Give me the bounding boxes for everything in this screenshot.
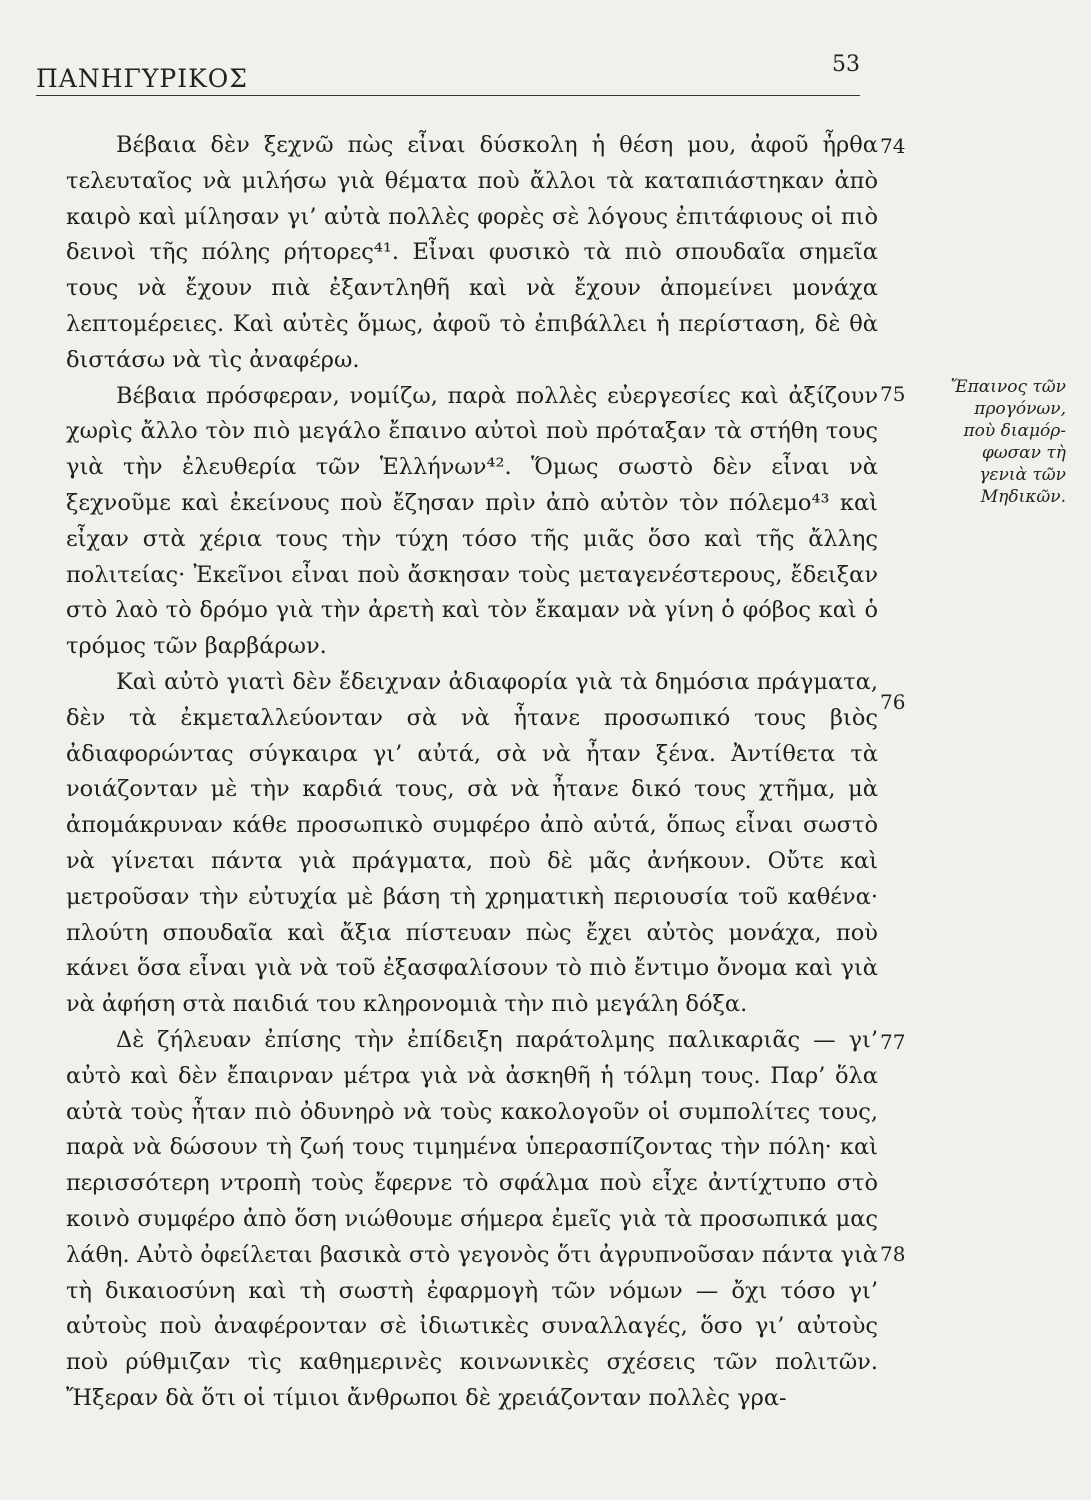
paragraph: Βέβαια πρόσφεραν, νομίζω, παρὰ πολλὲς εὐεργεσίες καὶ ἀξίζουν χωρὶς ἄλλο τὸν πιὸ μεγάλο ἔπαινο αὐτοὶ ποὺ πρόταξαν τὰ στήθη τους γιὰ τὴν ἐλευθερία τῶν Ἑλλήνων⁴². Ὅμως σωστὸ δὲν εἶναι νὰ ξεχνοῦμε καὶ ἐκείνους ποὺ ἔζησαν πρὶν ἀπὸ αὐτὸν τὸν πόλεμο⁴³ καὶ εἶχαν στὰ χέρια τους τὴν τύχη τόσο τῆς μιᾶς ὅσο καὶ τῆς ἄλλης πολιτείας· Ἐκεῖνοι εἶναι ποὺ ἄσκησαν τοὺς μεταγενέστερους, ἔδειξαν στὸ λαὸ τὸ δρόμο γιὰ τὴν ἀρετὴ καὶ τὸν ἔκαμαν νὰ γίνη ὁ φόβος καὶ ὁ τρόμος τῶν βαρβάρων. bbox=[66, 382, 878, 660]
marginal-note-line: φωσαν τὴ bbox=[981, 443, 1066, 463]
page-number: 53 bbox=[832, 52, 860, 77]
section-number: 77 bbox=[880, 1030, 906, 1054]
marginal-note-line: ποὺ διαμόρ- bbox=[963, 421, 1066, 441]
paragraph: Βέβαια δὲν ξεχνῶ πὼς εἶναι δύσκολη ἡ θέση μου, ἀφοῦ ἦρθα τελευταῖος νὰ μιλήσω γιὰ θέματα ποὺ ἄλλοι τὰ καταπιάστηκαν ἀπὸ καιρὸ καὶ μίλησαν γι’ αὐτὰ πολλὲς φορὲς σὲ λόγους ἐπιτάφιους οἱ πιὸ δεινοὶ τῆς πόλης ρήτορες⁴¹. Εἶναι φυσικὸ τὰ πιὸ σπουδαῖα σημεῖα τους νὰ ἔχουν πιὰ ἐξαντληθῆ καὶ νὰ ἔχουν ἀπομείνει μονάχα λεπτομέρειες. Καὶ αὐτὲς ὅμως, ἀφοῦ τὸ ἐπιβάλλει ἡ περίσταση, δὲ θὰ διστάσω νὰ τὶς ἀναφέρω. bbox=[66, 132, 878, 373]
running-title: ΠΑΝΗΓΥΡΙΚΟΣ bbox=[36, 64, 248, 93]
marginal-note-line: γενιὰ τῶν bbox=[979, 465, 1066, 485]
paragraph: Καὶ αὐτὸ γιατὶ δὲν ἔδειχναν ἀδιαφορία γιὰ τὰ δημόσια πράγματα, δὲν τὰ ἐκμεταλλεύονταν σὰ νὰ ἦτανε προσωπικό τους βιὸς ἀδιαφορώντας σύγκαιρα γι’ αὐτά, σὰ νὰ ἦταν ξένα. Ἀντίθετα τὰ νοιάζονταν μὲ τὴν καρδιά τους, σὰ νὰ ἦτανε δικό τους χτῆμα, μὰ ἀπομάκρυναν κάθε προσωπικὸ συμφέρο ἀπὸ αὐτά, ὅπως εἶναι σωστὸ νὰ γίνεται πάντα γιὰ πράγματα, ποὺ δὲ μᾶς ἀνήκουν. Οὔτε καὶ μετροῦσαν τὴν εὐτυχία μὲ βάση τὴ χρηματικὴ περιουσία τοῦ καθένα· πλούτη σπουδαῖα καὶ ἄξια πίστευαν πὼς ἔχει αὐτὸς μονάχα, ποὺ κάνει ὅσα εἶναι γιὰ νὰ τοῦ ἐξασφαλίσουν τὸ πιὸ ἔντιμο ὄνομα καὶ γιὰ νὰ ἀφήση στὰ παιδιά του κληρονομιὰ τὴν πιὸ μεγάλη δόξα. bbox=[66, 668, 878, 1018]
marginal-note-line: Μηδικῶν. bbox=[980, 487, 1066, 507]
section-number: 75 bbox=[880, 382, 906, 406]
section-number: 78 bbox=[880, 1242, 906, 1266]
marginal-note-line: Ἔπαινος τῶν bbox=[950, 377, 1066, 397]
marginal-note bbox=[926, 376, 1066, 508]
marginal-note-line: προγόνων, bbox=[974, 399, 1066, 419]
paragraph: Δὲ ζήλευαν ἐπίσης τὴν ἐπίδειξη παράτολμης παλικαριᾶς — γι’ αὐτὸ καὶ δὲν ἔπαιρναν μέτρα γιὰ νὰ ἀσκηθῆ ἡ τόλμη τους. Παρ’ ὅλα αὐτὰ τοὺς ἦταν πιὸ ὀδυνηρὸ νὰ τοὺς κακολογοῦν οἱ συμπολίτες τους, παρὰ νὰ δώσουν τὴ ζωή τους τιμημένα ὑπερασπίζοντας τὴν πόλη· καὶ περισσότερη ντροπὴ τοὺς ἔφερνε τὸ σφάλμα ποὺ εἶχε ἀντίχτυπο στὸ κοινὸ συμφέρο ἀπὸ ὅση νιώθουμε σήμερα ἐμεῖς γιὰ τὰ προσωπικά μας λάθη. Αὐτὸ ὀφείλεται βασικὰ στὸ γεγονὸς ὅτι ἀγρυπνοῦσαν πάντα γιὰ τὴ δικαιοσύνη καὶ τὴ σωστὴ ἐφαρμογὴ τῶν νόμων — ὄχι τόσο γι’ αὐτοὺς ποὺ ἀναφέρονταν σὲ ἰδιωτικὲς συναλλαγές, ὅσο γι’ αὐτοὺς ποὺ ρύθμιζαν τὶς καθημερινὲς κοινωνικὲς σχέσεις τῶν πολιτῶν. Ἤξεραν δὰ ὅτι οἱ τίμιοι ἄνθρωποι δὲ χρειάζονταν πολλὲς γρα- bbox=[66, 1026, 878, 1411]
header-rule bbox=[36, 95, 860, 96]
section-number: 74 bbox=[880, 134, 906, 158]
section-number: 76 bbox=[880, 690, 906, 714]
body-text bbox=[66, 128, 878, 1417]
